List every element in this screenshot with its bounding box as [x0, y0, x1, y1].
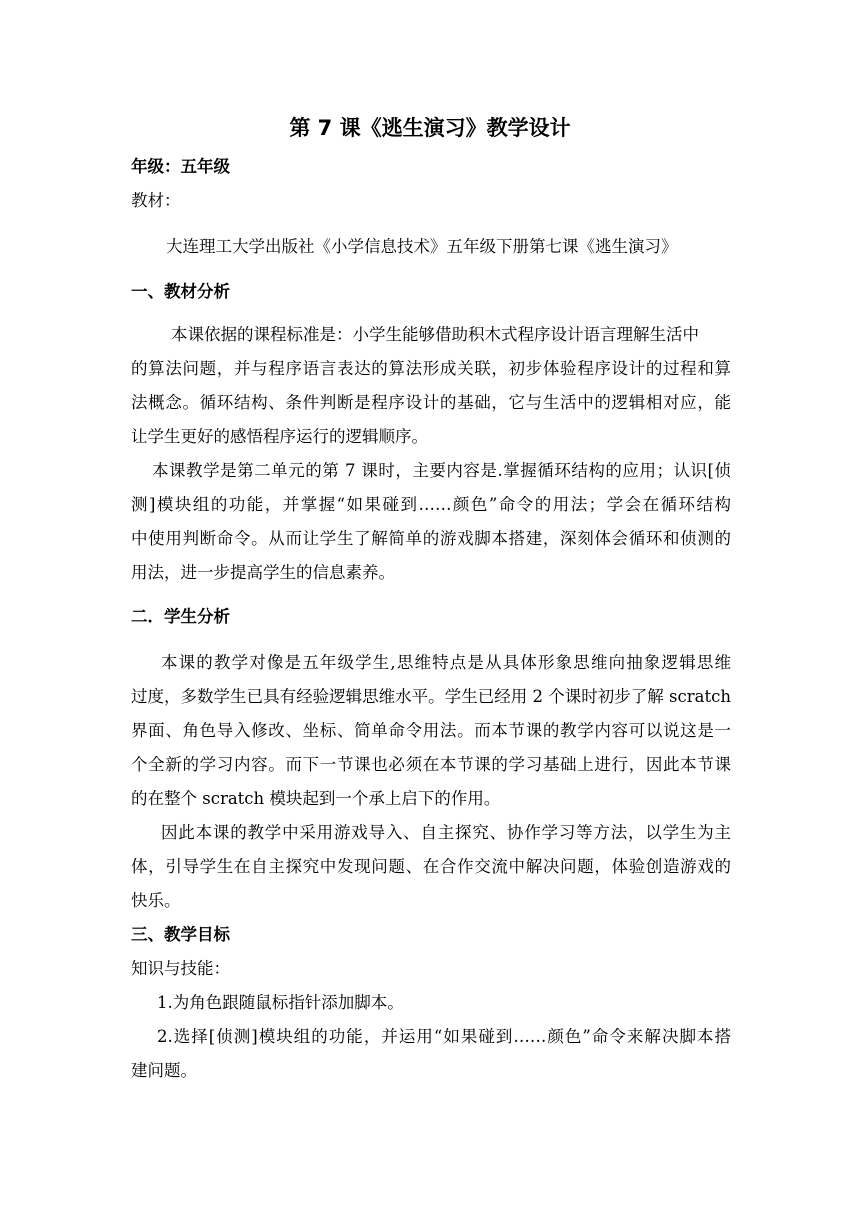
section1-p2-line: 用法，进一步提高学生的信息素养。: [131, 563, 395, 582]
section1-p1-line: 本课依据的课程标准是：小学生能够借助积木式程序设计语言理解生活中: [171, 325, 699, 344]
textbook-text: 大连理工大学出版社《小学信息技术》五年级下册第七课《逃生演习》: [166, 237, 678, 256]
section1-heading: 一、教材分析: [131, 282, 230, 301]
section2-p1-line: 个全新的学习内容。而下一节课也必须在本节课的学习基础上进行，因此本节课: [131, 755, 731, 774]
section3-heading: 三、教学目标: [131, 925, 230, 944]
grade-line: 年级：五年级: [131, 157, 230, 176]
section1-p2-line: 测]模块组的功能，并掌握“如果碰到……颜色”命令的用法；学会在循环结构: [131, 495, 731, 514]
section2-p2-line: 快乐。: [131, 891, 181, 910]
section2-p2-line: 体，引导学生在自主探究中发现问题、在合作交流中解决问题，体验创造游戏的: [131, 857, 731, 876]
section2-p1-line: 的在整个 scratch 模块起到一个承上启下的作用。: [131, 789, 501, 808]
section1-p2-line: 本课教学是第二单元的第 7 课时，主要内容是.掌握循环结构的应用；认识[侦: [152, 461, 731, 480]
section1-p1-line: 让学生更好的感悟程序运行的逻辑顺序。: [131, 427, 428, 446]
section3-item: 建问题。: [131, 1061, 197, 1080]
section1-p2-line: 中使用判断命令。从而让学生了解简单的游戏脚本搭建，深刻体会循环和侦测的: [131, 529, 731, 548]
section3-item: 1.为角色跟随鼠标指针添加脚本。: [157, 993, 404, 1012]
section2-p2-line: 因此本课的教学中采用游戏导入、自主探究、协作学习等方法，以学生为主: [161, 823, 731, 842]
section2-p1-line: 过度，多数学生已具有经验逻辑思维水平。学生已经用 2 个课时初步了解 scratch: [131, 687, 731, 706]
section2-p1-line: 界面、角色导入修改、坐标、简单命令用法。而本节课的教学内容可以说这是一: [131, 721, 731, 740]
section3-subheading: 知识与技能：: [131, 959, 230, 978]
textbook-label: 教材：: [131, 191, 181, 210]
section2-p1-line: 本课的教学对像是五年级学生,思维特点是从具体形象思维向抽象逻辑思维: [161, 653, 731, 672]
section3-item: 2.选择[侦测]模块组的功能，并运用“如果碰到……颜色”命令来解决脚本搭: [157, 1027, 731, 1046]
section2-heading: 二．学生分析: [131, 607, 230, 626]
section1-p1-line: 法概念。循环结构、条件判断是程序设计的基础，它与生活中的逻辑相对应，能: [131, 393, 731, 412]
document-title: 第 7 课《逃生演习》教学设计: [289, 116, 571, 140]
section1-p1-line: 的算法问题，并与程序语言表达的算法形成关联，初步体验程序设计的过程和算: [131, 359, 731, 378]
